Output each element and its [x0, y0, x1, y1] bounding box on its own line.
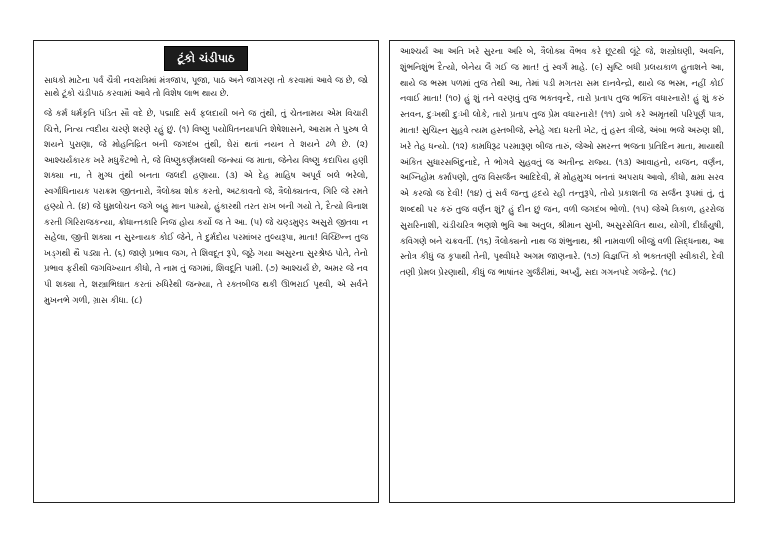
left-page-panel	[33, 40, 379, 503]
page-title: ટૂંકો ચંડીપાઠ	[164, 46, 247, 71]
intro-paragraph: સાધકો માટેના પર્વ ચૈત્રી નવરાત્રિમાં મંત્રજાપ, પૂજા, પાઠ અને જાગરણ તો કરવામાં આવે જ છે, જો સાથે ટૂંકો ચંડીપાઠ કરવામાં આવે તો વિશેષ લાભ થાય છે.	[44, 75, 368, 98]
right-page-panel	[389, 40, 735, 503]
title-area	[34, 46, 378, 70]
verses-right: આશ્ચર્ય આ અતિ ખરે સુરના અરિ બે, ત્રૈલોક્ય વૈભવ કરે છૂટથી લૂંટે જે, શસ્ત્રોઘણી, અવનિ, શુંભનિશુંભ દૈત્યો, બેનેય લૈ ગઈ જ માત! તું સ્વર્ગ માહે. (૯) સૃષ્ટિ બધી પ્રલયકાળ હુતાશને આ, થાયે જ ભસ્મ પળમાં તુજ તેથી આ, તેમાં પડી મગતરા સમ દાનવેન્દ્રો, થાયે જ ભસ્મ, નહીં કોઈ નવાઈ માતા! (૧૦) હું શું તને વરણવું તુજ ભક્તવૃન્દે, તારો પ્રતાપ તુજ ભક્તિ વધારનારો! હું શું કરું સ્તવન, દુઃખથી દુઃખી લોકે, તારો પ્રતાપ તુજ પ્રેમ વધારનારો! (૧૧) ડાબે કરે અમૃતથી પરિપૂર્ણ પાત્ર, માતા! સુચિહ્ન સુહવે ત્યમ હસ્તબીજે, સ્નેહે ગદા ધરતી ખેટ, તું હસ્ત ત્રીજે, અંબા ભજે અરુણ શી, ખરે તેહ ધન્યો. (૧૨) કામધિરૂઢ પરમારૂણ બીજ તારું, જેઓ સ્મરન્ત ભજતા પ્રતિદિન માતા, માયાથી અંકિત સુધારસબિંદુનાદે, તે ભોગવે સુહવતું જ અતીન્દ્ર રાજ્ય. (૧૩) આવાહનો, યજન, વર્ણન, અગ્નિહોમ કર્માપણો, તુજ વિસર્જન આદિદેવી, મેં મોહમુગ્ધ બનતાં અપરાધ આવો, કીધો, ક્ષમા સરવ એ કરજો જ દેવી! (૧૪) તું સર્વ જન્તુ હૃદયે રહી તન્તુરૂપે, તોયે પ્રકાશતી જ સર્જન રૂપમાં તું, તું શબ્દથી પર કરું તુજ વર્ણન શું? હું દીન છું જન, વળી જગદંબ ભોળો. (૧૫) જેએ ત્રિકાળ, હરરોજ સુરારિનાશી, ચંડીચરિત્ર ભણશે ભુવિ આ અતુલ, શ્રીમાન સુખી, અસુરસેવિત થાય, યોગી, દીર્ઘાયુષી, કવિગણે બને ચક્રવર્તી. (૧૬) ત્રૈલોક્યનો નાથ જ શંભુનાથ, શ્રી નામવાળી બીજું વળી સિદ્ધનાથ, આ સ્તોત્ર કીધું જ કૃપાથી તેની, પૃથ્વીધરે અગમ જાણનારે. (૧૭) વિજ્ઞપ્તિ કો ભક્તતણી સ્વીકારી, દેવી તણી પ્રેમલ પ્રેરણાથી, કીધું જ ભાષાંતર ગુર્જરીમાં, અર્પ્યું, સદા ગગનપદે ગજેન્દ્રે. (૧૮)	[400, 46, 724, 278]
verses-left: જે કર્મ ધર્મકૃતિ પંડિત સૌ વદે છે, પદ્માદિ સર્વ ફલદાયી બને જ તુંથી, તું ચેતનામય એમ વિચારી ચિત્તે, નિત્ય ત્વદીય ચરણે શરણે રહું છું. (૧) વિષ્ણુ પયોધિતનયાપતિ શેષેશાસને, આરામ તે પુરુષ લે શયને પુરાણા, જે મોહનિદ્રિત બની જગદંબ તુંથી, ઘેરાં થતાં નયન તે શયને ઢળે છે. (૨) આશ્ચર્યકારક ખરે મધુકૈટભો તે, જે વિષ્ણુકર્ણમલથી જન્મ્યાં જ માતા, જેનેય વિષ્ણુ કદાપિય હણી શક્યા ના, તે મુગ્ધ તુંથી બનતા જલદી હણાયા. (૩) એ દેહ માહિષ અપૂર્વ બલે ભરેલો, સ્વર્ગાધિનાયક પરાક્રમ જીતનારો, ત્રૈલોક્ય શોક કરતો, અટકાવતો જે, ત્રૈલોક્યતત્વ, ગિરિ જે રમતે હણ્યો તે. (૪) જે ધુમ્રલોચન જગે બહુ માન પામ્યો, હુંકારથી તરત રાખ બની ગયો તે, દૈત્યો વિનાશ કરતી ગિરિરાજકન્યા, ક્રોધાન્તકારિ નિજ હોય કર્યો જ તે આ. (૫) જે ચણ્ડમુણ્ડ અસુરો જીતવા ન સહેલા, જીતી શક્યા ન સુરનાયક કોઈ જેને, તે દુર્મદોય પરમાંબર તુલ્યરૂપા, માતા! વિચ્છિન્ન તુજ ખડ્ગથી થૈ પડ્યા તે. (૬) જાણે પ્રભાવ જગ, તે શિવદૂત રૂપે, જૂઠે ગયા અસુરના સુરશ્રેષ્ઠ પોતે, તેનો પ્રભાવ ફરીથી જગવિખ્યાત કીધો, તે નામ તું જગમાં, શિવદૂતિ પામી. (૭) આશ્ચર્ય છે, અમર જે નવ પી શક્યા તે, શસ્ત્રાભિઘાત કરતાં રુધિરેથી જન્મ્યા, તે રક્તબીજ થકી ઊભરાઈ પૃથ્વી, એ સર્વને મુખનભે ગળી, ગ્રાસ કીધા. (૮)	[44, 108, 368, 305]
